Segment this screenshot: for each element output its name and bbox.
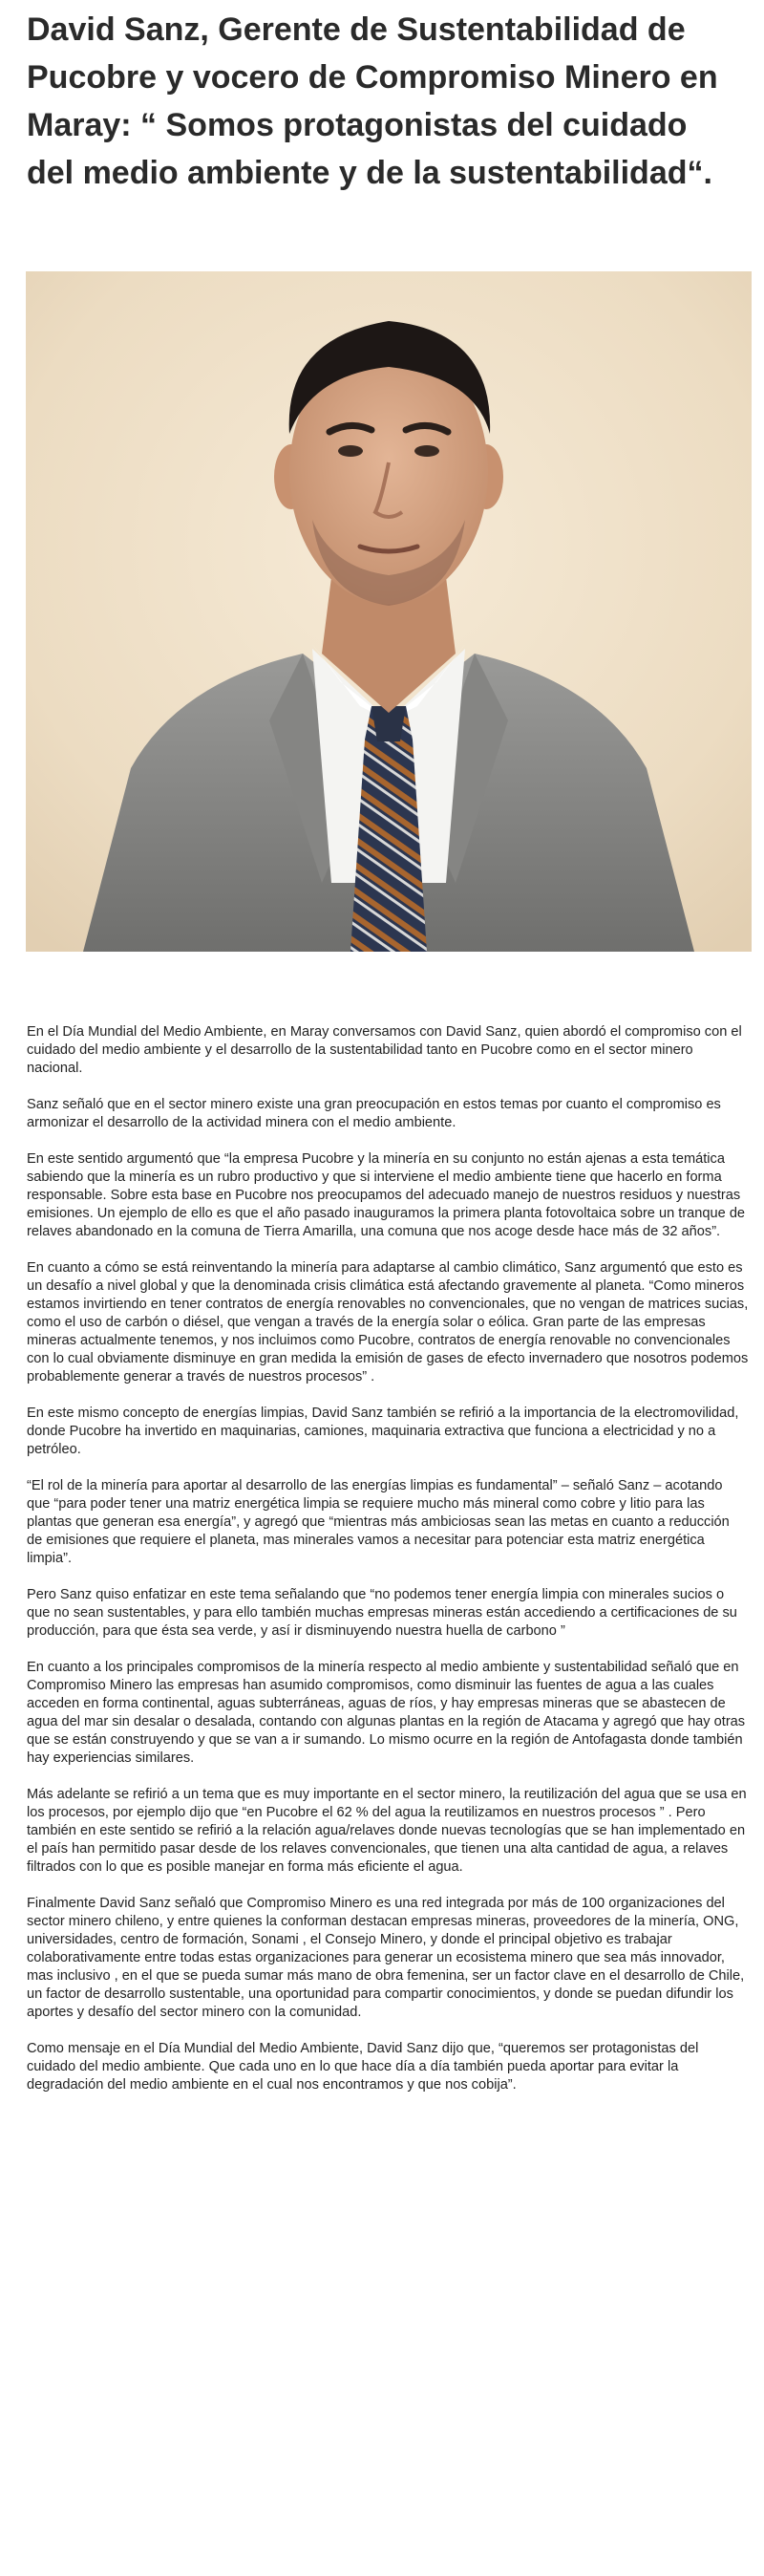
article-paragraph-4: En cuanto a cómo se está reinventando la minería para adaptarse al cambio climático, Sanz argumentó que esto es un desafío a nivel global y que la denominada crisis climática está afectando gravemente al planeta. “Como mineros estamos invirtiendo en tener contratos de energía renovables no convencionales, que no vengan de matrices sucias, como el uso de carbón o diésel, que vengan a través de la energía solar o eólica. Gran parte de las empresas mineras actualmente tenemos, y nos incluimos como Pucobre, contratos de energía renovable no convencionales con lo cual obviamente disminuye en gran medida la emisión de gases de efecto invernadero que nosotros podemos probablemente generar a través de nuestros procesos” . (27, 1260, 749, 1385)
article-paragraph-9: Más adelante se refirió a un tema que es muy importante en el sector minero, la reutilización del agua que se usa en los procesos, por ejemplo dijo que “en Pucobre el 62 % del agua la reutilizamos en nuestros procesos ” . Pero también en este sentido se refirió a la relación agua/relaves donde nuevas tecnologías que se han implementado en el país han permitido pasar desde de los relaves convencionales, que tienen una alta cantidad de agua, a relaves filtrados con lo que es posible manejar en forma más eficiente el agua. (27, 1787, 747, 1875)
article-paragraph-8: En cuanto a los principales compromisos de la minería respecto al medio ambiente y sustentabilidad señaló que en Compromiso Minero las empresas han asumido compromisos, como disminuir las fuentes de agua a las cuales acceden en forma continental, aguas subterráneas, aguas de ríos, y hay empresas mineras que se abastecen de agua del mar sin desalar o desalada, contando con algunas plantas en la región de Atacama y agregó que hay otras que se están construyendo y que se van a ir sumando. Lo mismo ocurre en la región de Antofagasta donde también hay experiencias similares. (27, 1660, 746, 1766)
article-paragraph-3: En este sentido argumentó que “la empresa Pucobre y la minería en su conjunto no están ajenas a esta temática sabiendo que la minería es un rubro productivo y que si interviene el medio ambiente tiene que hacerlo en forma responsable. Sobre esta base en Pucobre nos preocupamos del adecuado manejo de nuestros residuos y nuestras emisiones. Un ejemplo de ello es que el año pasado inauguramos la primera planta fotovoltaica sobre un tranque de relaves abandonado en la comuna de Tierra Amarilla, una comuna que nos acoge desde hace más de 32 años”. (27, 1151, 746, 1239)
portrait-photo-icon (26, 271, 752, 952)
article-title: David Sanz, Gerente de Sustentabilidad de Pucobre y vocero de Compromiso Minero en Maray: “ Somos protagonistas del cuidado del medio ambiente y de la sustentabilidad“. (27, 11, 718, 191)
article-paragraph-10: Finalmente David Sanz señaló que Compromiso Minero es una red integrada por más de 100 organizaciones del sector minero chileno, y entre quienes la conforman destacan empresas mineras, proveedores de la minería, ONG, universidades, centro de formación, Sonami , el Consejo Minero, y donde el principal objetivo es trabajar colaborativamente entre todas estas organizaciones para generar un ecosistema minero que sea más innovador, mas inclusivo , en el que se pueda sumar más mano de obra femenina, ser un factor clave en el desarrollo de Chile, un factor de desarrollo sustentable, una oportunidad para compartir conocimientos, y donde se puedan difundir los aportes y desafío del sector minero con la comunidad. (27, 1896, 745, 2020)
article-paragraph-6: “El rol de la minería para aportar al desarrollo de las energías limpias es fundamental” – señaló Sanz – acotando que “para poder tener una matriz energética limpia se requiere mucho más mineral como cobre y litio para las plantas que generan esa energía”, y agregó que “mientras más ambiciosas sean las metas en cuanto a reducción de emisiones que requiere el planeta, mas minerales vamos a necesitar para potenciar esta matriz energética limpia”. (27, 1478, 730, 1566)
article-paragraph-5: En este mismo concepto de energías limpias, David Sanz también se refirió a la importancia de la electromovilidad, donde Pucobre ha invertido en maquinarias, camiones, maquinaria extractiva que funciona a electricidad y no a petróleo. (27, 1406, 739, 1457)
article-paragraph-2: Sanz señaló que en el sector minero existe una gran preocupación en estos temas por cuanto el compromiso es armonizar el desarrollo de la actividad minera con el medio ambiente. (27, 1097, 721, 1130)
article-paragraph-11: Como mensaje en el Día Mundial del Medio Ambiente, David Sanz dijo que, “queremos ser protagonistas del cuidado del medio ambiente. Que cada uno en lo que hace día a día también pueda aportar para evitar la degradación del medio ambiente en el cual nos encontramos y que nos cobija”. (27, 2041, 699, 2093)
article-body (27, 1023, 749, 2113)
article-paragraph-7: Pero Sanz quiso enfatizar en este tema señalando que “no podemos tener energía limpia con minerales sucios o que no sean sustentables, y para ello también muchas empresas mineras están accediendo a certificaciones de su producción, para que ésta sea verde, y así ir disminuyendo nuestra huella de carbono ” (27, 1587, 737, 1639)
portrait-photo (26, 271, 752, 952)
article-paragraph-1: En el Día Mundial del Medio Ambiente, en Maray conversamos con David Sanz, quien abordó el compromiso con el cuidado del medio ambiente y el desarrollo de la sustentabilidad tanto en Pucobre como en el sector minero nacional. (27, 1024, 742, 1076)
